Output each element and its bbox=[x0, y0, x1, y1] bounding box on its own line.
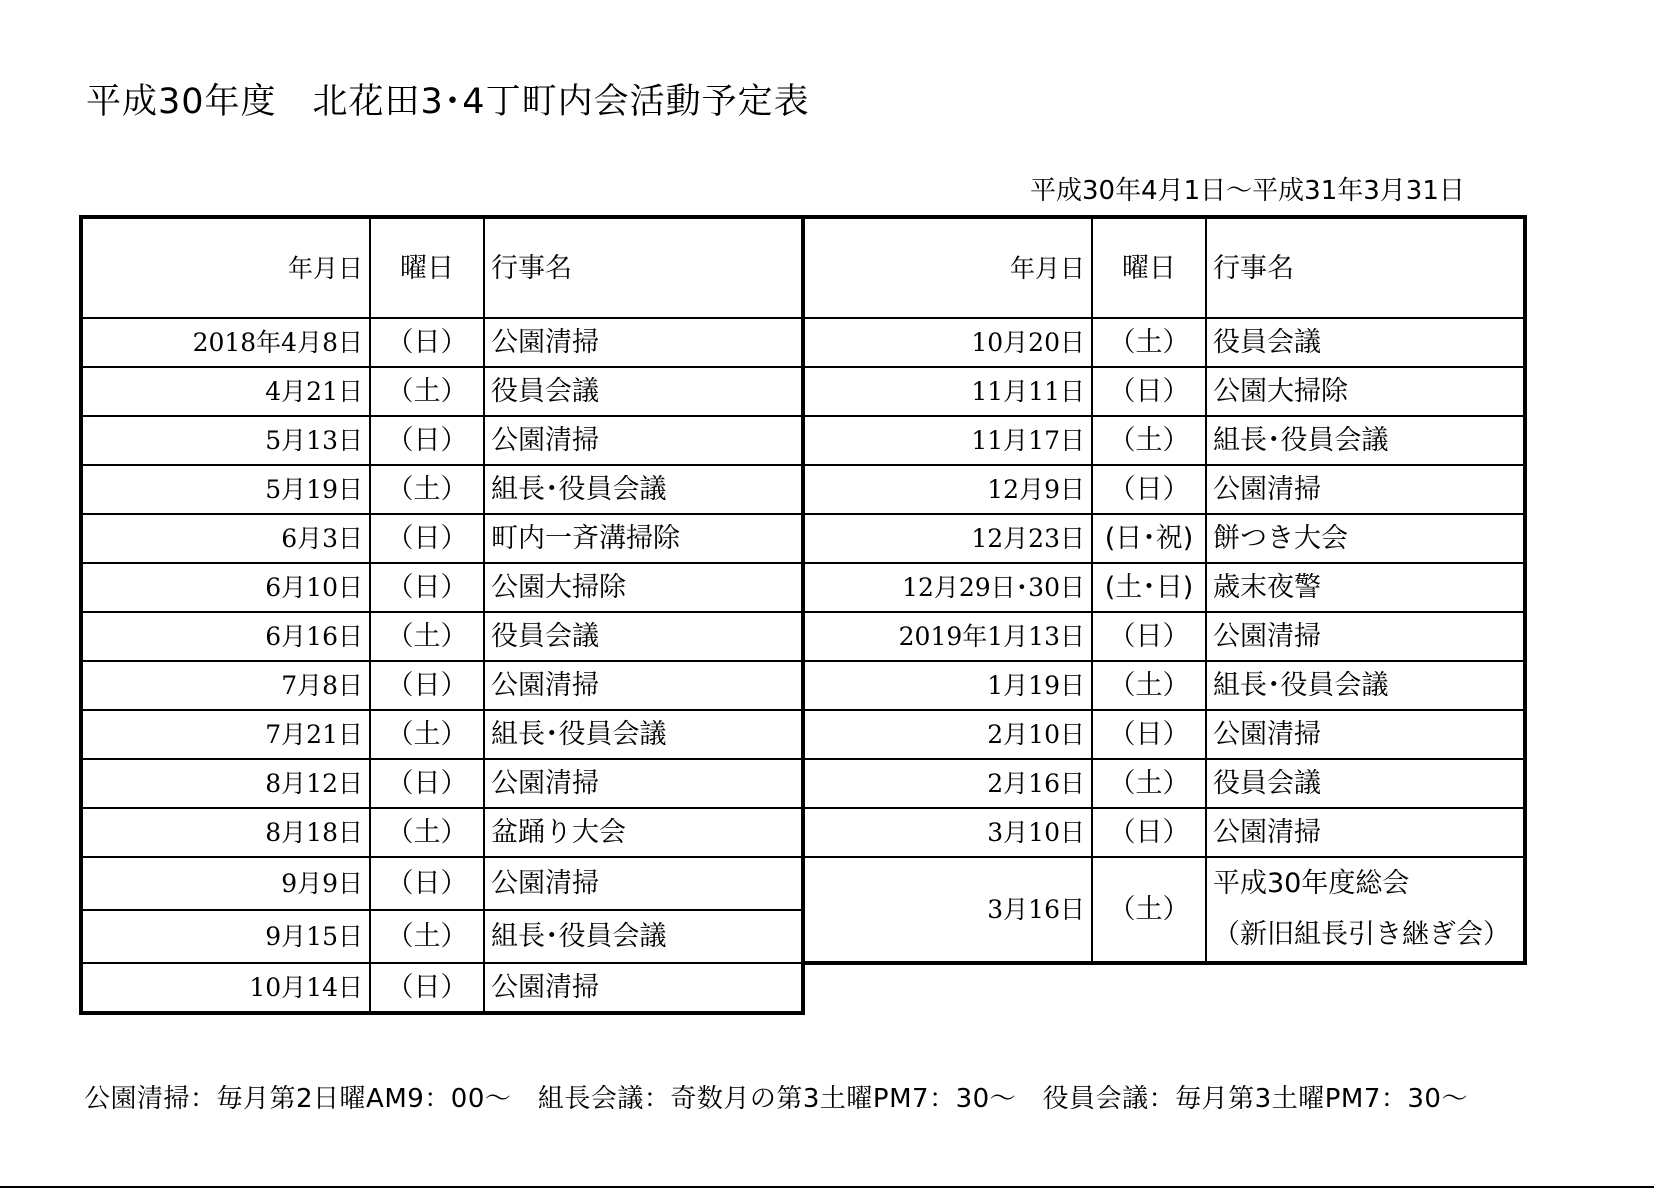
date-cell: 3月16日 bbox=[803, 857, 1092, 963]
header-day-left: 曜日 bbox=[370, 217, 484, 318]
header-event-right: 行事名 bbox=[1206, 217, 1525, 318]
date-cell: 12月29日･30日 bbox=[803, 563, 1092, 612]
date-cell: 2019年1月13日 bbox=[803, 612, 1092, 661]
date-cell: 11月17日 bbox=[803, 416, 1092, 465]
header-day-right: 曜日 bbox=[1092, 217, 1206, 318]
table-row bbox=[81, 710, 1525, 759]
date-cell: 5月19日 bbox=[81, 465, 370, 514]
date-cell: 9月15日 bbox=[81, 910, 370, 963]
event-cell: 組長･役員会議 bbox=[484, 910, 803, 963]
day-cell: （土） bbox=[1092, 661, 1206, 710]
date-cell: 4月21日 bbox=[81, 367, 370, 416]
page-bottom-rule bbox=[0, 1186, 1654, 1188]
event-cell: 役員会議 bbox=[484, 612, 803, 661]
date-cell: 2018年4月8日 bbox=[81, 318, 370, 367]
date-cell: 9月9日 bbox=[81, 857, 370, 910]
event-cell: 公園清掃 bbox=[1206, 808, 1525, 857]
day-cell: （日） bbox=[370, 759, 484, 808]
date-cell: 2月10日 bbox=[803, 710, 1092, 759]
date-cell: 10月20日 bbox=[803, 318, 1092, 367]
table-row bbox=[81, 563, 1525, 612]
table-row bbox=[81, 416, 1525, 465]
table-row bbox=[81, 857, 1525, 910]
day-cell: （日） bbox=[370, 563, 484, 612]
table-row bbox=[81, 661, 1525, 710]
date-cell: 6月3日 bbox=[81, 514, 370, 563]
day-cell: （土） bbox=[370, 910, 484, 963]
date-cell: 8月18日 bbox=[81, 808, 370, 857]
day-cell: （日） bbox=[370, 318, 484, 367]
day-cell: （土） bbox=[370, 612, 484, 661]
event-cell bbox=[1206, 857, 1525, 963]
event-cell: 餅つき大会 bbox=[1206, 514, 1525, 563]
event-cell: 組長･役員会議 bbox=[484, 710, 803, 759]
header-date-left: 年月日 bbox=[81, 217, 370, 318]
day-cell: （土） bbox=[370, 367, 484, 416]
event-cell: 役員会議 bbox=[1206, 318, 1525, 367]
date-cell: 10月14日 bbox=[81, 963, 370, 1013]
empty-cell bbox=[803, 963, 1525, 1013]
date-cell: 6月10日 bbox=[81, 563, 370, 612]
day-cell: （土） bbox=[370, 808, 484, 857]
table-row bbox=[81, 318, 1525, 367]
date-cell: 8月12日 bbox=[81, 759, 370, 808]
date-cell: 11月11日 bbox=[803, 367, 1092, 416]
day-cell: （土） bbox=[1092, 857, 1206, 963]
table-row bbox=[81, 367, 1525, 416]
day-cell: （日） bbox=[1092, 612, 1206, 661]
date-cell: 3月10日 bbox=[803, 808, 1092, 857]
date-cell: 6月16日 bbox=[81, 612, 370, 661]
event-line-1: 平成30年度総会 bbox=[1213, 868, 1410, 899]
event-cell: 町内一斉溝掃除 bbox=[484, 514, 803, 563]
day-cell: （日） bbox=[370, 514, 484, 563]
event-cell: 役員会議 bbox=[484, 367, 803, 416]
day-cell: （土） bbox=[1092, 759, 1206, 808]
day-cell: （日） bbox=[1092, 465, 1206, 514]
day-cell: （日） bbox=[370, 857, 484, 910]
table-row bbox=[81, 514, 1525, 563]
event-cell: 公園清掃 bbox=[1206, 465, 1525, 514]
event-cell: 盆踊り大会 bbox=[484, 808, 803, 857]
day-cell: （日） bbox=[1092, 710, 1206, 759]
event-cell: 公園清掃 bbox=[484, 963, 803, 1013]
date-cell: 1月19日 bbox=[803, 661, 1092, 710]
page-title: 平成30年度 北花田3･4丁町内会活動予定表 bbox=[86, 82, 810, 122]
event-cell: 公園大掃除 bbox=[1206, 367, 1525, 416]
day-cell: （土） bbox=[370, 465, 484, 514]
date-cell: 7月8日 bbox=[81, 661, 370, 710]
schedule-period: 平成30年4月1日～平成31年3月31日 bbox=[1030, 176, 1465, 206]
date-cell: 7月21日 bbox=[81, 710, 370, 759]
event-cell: 公園清掃 bbox=[1206, 612, 1525, 661]
table-row bbox=[81, 465, 1525, 514]
event-cell: 組長･役員会議 bbox=[484, 465, 803, 514]
day-cell: (土･日) bbox=[1092, 563, 1206, 612]
event-cell: 公園清掃 bbox=[484, 318, 803, 367]
event-cell: 公園清掃 bbox=[1206, 710, 1525, 759]
day-cell: （土） bbox=[1092, 318, 1206, 367]
date-cell: 12月9日 bbox=[803, 465, 1092, 514]
table-row bbox=[81, 963, 1525, 1013]
event-cell: 歳末夜警 bbox=[1206, 563, 1525, 612]
event-cell: 公園清掃 bbox=[484, 661, 803, 710]
header-date-right: 年月日 bbox=[803, 217, 1092, 318]
day-cell: （日） bbox=[370, 963, 484, 1013]
day-cell: （日） bbox=[1092, 808, 1206, 857]
schedule-table bbox=[79, 215, 1527, 1015]
table-row bbox=[81, 759, 1525, 808]
event-cell: 役員会議 bbox=[1206, 759, 1525, 808]
day-cell: （土） bbox=[370, 710, 484, 759]
day-cell: （日） bbox=[370, 661, 484, 710]
table-row bbox=[81, 808, 1525, 857]
event-cell: 公園清掃 bbox=[484, 857, 803, 910]
table-row bbox=[81, 612, 1525, 661]
day-cell: （土） bbox=[1092, 416, 1206, 465]
event-line-2: （新旧組長引き継ぎ会） bbox=[1213, 919, 1510, 951]
footer-note: 公園清掃：毎月第2日曜AM9：00～ 組長会議：奇数月の第3土曜PM7：30～ 役員会議：毎月第3土曜PM7：30～ bbox=[84, 1084, 1468, 1114]
event-cell: 公園清掃 bbox=[484, 759, 803, 808]
event-cell: 組長･役員会議 bbox=[1206, 661, 1525, 710]
day-cell: （日） bbox=[370, 416, 484, 465]
day-cell: （日） bbox=[1092, 367, 1206, 416]
header-row bbox=[81, 217, 1525, 318]
header-event-left: 行事名 bbox=[484, 217, 803, 318]
day-cell: (日･祝) bbox=[1092, 514, 1206, 563]
date-cell: 12月23日 bbox=[803, 514, 1092, 563]
date-cell: 2月16日 bbox=[803, 759, 1092, 808]
event-cell: 公園清掃 bbox=[484, 416, 803, 465]
date-cell: 5月13日 bbox=[81, 416, 370, 465]
event-cell: 組長･役員会議 bbox=[1206, 416, 1525, 465]
event-cell: 公園大掃除 bbox=[484, 563, 803, 612]
